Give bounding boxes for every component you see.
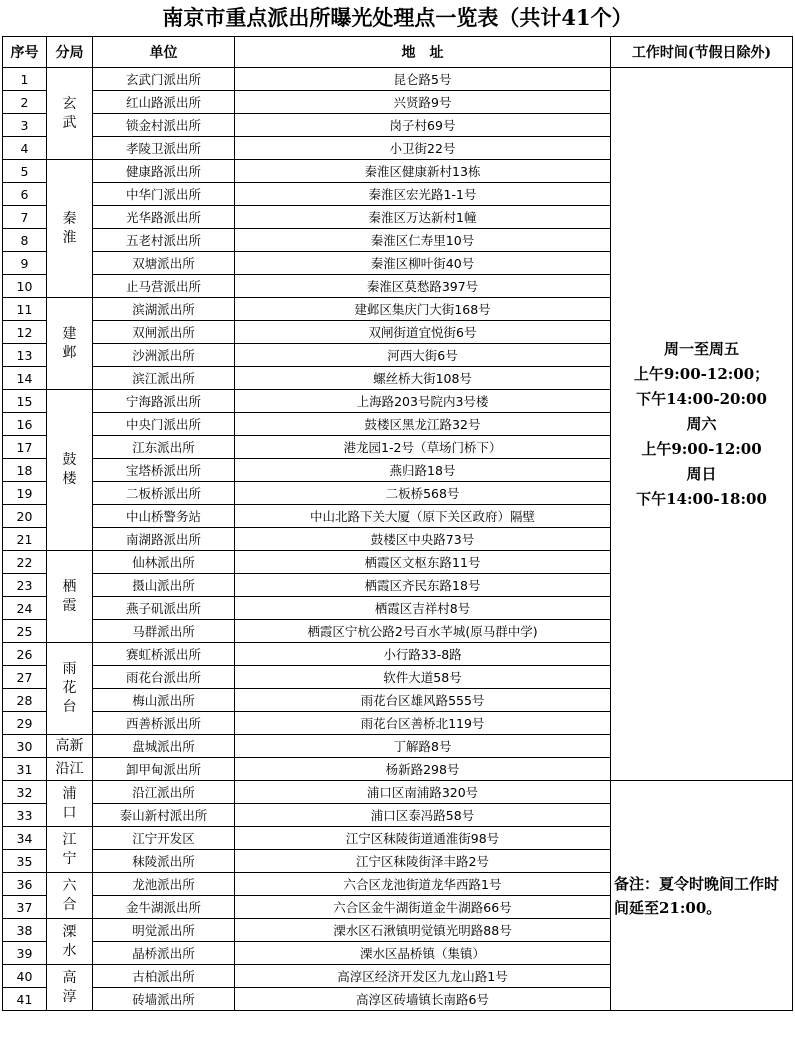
- working-hours-cell: [611, 68, 793, 781]
- row-address: 溧水区石湫镇明觉镇光明路88号: [235, 919, 611, 942]
- row-unit: 古柏派出所: [93, 965, 235, 988]
- row-seq: 16: [3, 413, 47, 436]
- row-seq: 28: [3, 689, 47, 712]
- row-seq: 1: [3, 68, 47, 91]
- district-char: 高新: [55, 737, 84, 754]
- row-address: 建邺区集庆门大街168号: [235, 298, 611, 321]
- row-seq: 33: [3, 804, 47, 827]
- district-char: 淳: [62, 988, 77, 1005]
- header-district: 分局: [47, 37, 93, 68]
- row-unit: 沙洲派出所: [93, 344, 235, 367]
- row-unit: 光华路派出所: [93, 206, 235, 229]
- district-cell: [47, 551, 93, 643]
- row-seq: 19: [3, 482, 47, 505]
- row-address: 江宁区秣陵街泽丰路2号: [235, 850, 611, 873]
- row-address: 小行路33-8路: [235, 643, 611, 666]
- row-address: 浦口区泰冯路58号: [235, 804, 611, 827]
- district-char: 高: [62, 969, 77, 986]
- row-address: 燕归路18号: [235, 459, 611, 482]
- row-seq: 20: [3, 505, 47, 528]
- row-unit: 孝陵卫派出所: [93, 137, 235, 160]
- row-seq: 9: [3, 252, 47, 275]
- row-unit: 雨花台派出所: [93, 666, 235, 689]
- hours-line: 下午14:00-18:00: [636, 489, 767, 508]
- row-address: 昆仑路5号: [235, 68, 611, 91]
- district-char: 合: [62, 896, 77, 913]
- row-address: 雨花台区善桥北119号: [235, 712, 611, 735]
- row-seq: 23: [3, 574, 47, 597]
- hours-line: 周日: [686, 464, 717, 483]
- row-unit: 赛虹桥派出所: [93, 643, 235, 666]
- district-cell: [47, 758, 93, 781]
- row-address: 秦淮区柳叶街40号: [235, 252, 611, 275]
- district-char: 霞: [62, 597, 77, 614]
- row-seq: 29: [3, 712, 47, 735]
- district-char: 江: [62, 831, 77, 848]
- district-char: 台: [62, 699, 77, 715]
- row-seq: 22: [3, 551, 47, 574]
- header-address: 地 址: [235, 37, 611, 68]
- district-char: 武: [62, 114, 77, 131]
- row-seq: 41: [3, 988, 47, 1011]
- district-cell: [47, 68, 93, 160]
- district-cell: [47, 965, 93, 1011]
- table-row: [3, 781, 793, 804]
- row-address: 高淳区砖墙镇长南路6号: [235, 988, 611, 1011]
- row-unit: 江宁开发区: [93, 827, 235, 850]
- district-cell: [47, 390, 93, 551]
- row-unit: 中华门派出所: [93, 183, 235, 206]
- row-address: 港龙园1-2号（草场门桥下）: [235, 436, 611, 459]
- table-row: [3, 68, 793, 91]
- row-unit: 梅山派出所: [93, 689, 235, 712]
- row-address: 高淳区经济开发区九龙山路1号: [235, 965, 611, 988]
- row-seq: 11: [3, 298, 47, 321]
- row-address: 雨花台区雄风路555号: [235, 689, 611, 712]
- row-address: 秦淮区宏光路1-1号: [235, 183, 611, 206]
- row-address: 六合区龙池街道龙华西路1号: [235, 873, 611, 896]
- row-address: 栖霞区文枢东路11号: [235, 551, 611, 574]
- row-seq: 2: [3, 91, 47, 114]
- row-address: 栖霞区宁杭公路2号百水芊城(原马群中学): [235, 620, 611, 643]
- row-unit: 宁海路派出所: [93, 390, 235, 413]
- row-address: 杨新路298号: [235, 758, 611, 781]
- row-seq: 17: [3, 436, 47, 459]
- row-unit: 玄武门派出所: [93, 68, 235, 91]
- row-unit: 双闸派出所: [93, 321, 235, 344]
- row-address: 鼓楼区中央路73号: [235, 528, 611, 551]
- row-seq: 40: [3, 965, 47, 988]
- row-unit: 秣陵派出所: [93, 850, 235, 873]
- row-unit: 砖墙派出所: [93, 988, 235, 1011]
- district-char: 栖: [62, 578, 77, 595]
- row-unit: 晶桥派出所: [93, 942, 235, 965]
- row-unit: 红山路派出所: [93, 91, 235, 114]
- row-unit: 燕子矶派出所: [93, 597, 235, 620]
- district-char: 六: [62, 877, 77, 894]
- row-unit: 龙池派出所: [93, 873, 235, 896]
- row-unit: 摄山派出所: [93, 574, 235, 597]
- row-unit: 滨江派出所: [93, 367, 235, 390]
- row-unit: 二板桥派出所: [93, 482, 235, 505]
- row-seq: 24: [3, 597, 47, 620]
- document-title: 南京市重点派出所曝光处理点一览表（共计41个）: [162, 5, 633, 30]
- row-seq: 6: [3, 183, 47, 206]
- row-seq: 27: [3, 666, 47, 689]
- district-char: 建: [62, 325, 77, 342]
- row-address: 栖霞区吉祥村8号: [235, 597, 611, 620]
- row-seq: 4: [3, 137, 47, 160]
- row-seq: 31: [3, 758, 47, 781]
- row-address: 二板桥568号: [235, 482, 611, 505]
- row-seq: 7: [3, 206, 47, 229]
- district-cell: [47, 298, 93, 390]
- hours-line: 上午9:00-12:00: [641, 439, 762, 458]
- row-address: 中山北路下关大厦（原下关区政府）隔壁: [235, 505, 611, 528]
- row-address: 螺丝桥大街108号: [235, 367, 611, 390]
- row-seq: 12: [3, 321, 47, 344]
- row-address: 丁解路8号: [235, 735, 611, 758]
- row-seq: 21: [3, 528, 47, 551]
- district-char: 秦: [62, 210, 77, 227]
- row-address: 江宁区秣陵街道通淮街98号: [235, 827, 611, 850]
- district-char: 淮: [62, 229, 77, 246]
- row-address: 岗子村69号: [235, 114, 611, 137]
- row-seq: 30: [3, 735, 47, 758]
- row-unit: 健康路派出所: [93, 160, 235, 183]
- row-seq: 34: [3, 827, 47, 850]
- row-seq: 10: [3, 275, 47, 298]
- hours-line: 下午14:00-20:00: [636, 389, 767, 408]
- row-seq: 15: [3, 390, 47, 413]
- row-seq: 13: [3, 344, 47, 367]
- row-address: 双闸街道宜悦街6号: [235, 321, 611, 344]
- row-address: 小卫街22号: [235, 137, 611, 160]
- row-seq: 36: [3, 873, 47, 896]
- district-char: 花: [62, 680, 77, 696]
- row-address: 浦口区南浦路320号: [235, 781, 611, 804]
- row-address: 秦淮区万达新村1幢: [235, 206, 611, 229]
- row-seq: 26: [3, 643, 47, 666]
- row-unit: 泰山新村派出所: [93, 804, 235, 827]
- row-address: 栖霞区齐民东路18号: [235, 574, 611, 597]
- row-unit: 江东派出所: [93, 436, 235, 459]
- row-address: 鼓楼区黑龙江路32号: [235, 413, 611, 436]
- row-address: 软件大道58号: [235, 666, 611, 689]
- row-unit: 止马营派出所: [93, 275, 235, 298]
- district-cell: [47, 827, 93, 873]
- district-char: 楼: [62, 471, 77, 487]
- note-cell: 备注：夏令时晚间工作时间延至21:00。: [611, 781, 793, 1011]
- header-seq: 序号: [3, 37, 47, 68]
- hours-line: 周六: [686, 414, 717, 433]
- row-seq: 37: [3, 896, 47, 919]
- row-address: 秦淮区健康新村13栋: [235, 160, 611, 183]
- row-address: 秦淮区仁寿里10号: [235, 229, 611, 252]
- row-seq: 5: [3, 160, 47, 183]
- district-char: 口: [62, 804, 77, 821]
- row-address: 上海路203号院内3号楼: [235, 390, 611, 413]
- hours-line: 周一至周五: [663, 339, 739, 358]
- header-hours: 工作时间(节假日除外): [611, 37, 793, 68]
- district-char: 溧: [62, 923, 77, 940]
- header-unit: 单位: [93, 37, 235, 68]
- row-seq: 25: [3, 620, 47, 643]
- district-char: 玄: [62, 95, 77, 112]
- district-char: 水: [62, 942, 77, 959]
- row-unit: 南湖路派出所: [93, 528, 235, 551]
- district-cell: [47, 919, 93, 965]
- row-seq: 32: [3, 781, 47, 804]
- row-seq: 35: [3, 850, 47, 873]
- district-char: 宁: [62, 850, 77, 867]
- row-unit: 滨湖派出所: [93, 298, 235, 321]
- district-cell: [47, 160, 93, 298]
- row-unit: 盘城派出所: [93, 735, 235, 758]
- row-address: 河西大街6号: [235, 344, 611, 367]
- row-seq: 3: [3, 114, 47, 137]
- row-unit: 五老村派出所: [93, 229, 235, 252]
- row-unit: 锁金村派出所: [93, 114, 235, 137]
- row-unit: 马群派出所: [93, 620, 235, 643]
- row-seq: 38: [3, 919, 47, 942]
- police-station-table: [2, 36, 793, 1011]
- table-body: [3, 68, 793, 1011]
- row-unit: 宝塔桥派出所: [93, 459, 235, 482]
- district-char: 沿江: [55, 760, 84, 777]
- row-unit: 金牛湖派出所: [93, 896, 235, 919]
- table-header-row: [3, 37, 793, 68]
- row-seq: 18: [3, 459, 47, 482]
- row-unit: 双塘派出所: [93, 252, 235, 275]
- hours-line: 上午9:00-12:00；: [633, 364, 770, 383]
- district-char: 浦: [62, 785, 77, 802]
- row-unit: 仙林派出所: [93, 551, 235, 574]
- row-unit: 明觉派出所: [93, 919, 235, 942]
- row-seq: 39: [3, 942, 47, 965]
- row-seq: 14: [3, 367, 47, 390]
- row-unit: 中山桥警务站: [93, 505, 235, 528]
- district-char: 鼓: [62, 452, 77, 468]
- row-unit: 中央门派出所: [93, 413, 235, 436]
- row-address: 兴贤路9号: [235, 91, 611, 114]
- row-address: 六合区金牛湖街道金牛湖路66号: [235, 896, 611, 919]
- district-cell: [47, 873, 93, 919]
- row-unit: 卸甲甸派出所: [93, 758, 235, 781]
- row-unit: 沿江派出所: [93, 781, 235, 804]
- row-unit: 西善桥派出所: [93, 712, 235, 735]
- district-char: 雨: [62, 661, 77, 677]
- row-address: 溧水区晶桥镇（集镇）: [235, 942, 611, 965]
- district-cell: [47, 735, 93, 758]
- district-cell: [47, 781, 93, 827]
- district-cell: [47, 643, 93, 735]
- row-address: 秦淮区莫愁路397号: [235, 275, 611, 298]
- row-seq: 8: [3, 229, 47, 252]
- district-char: 邺: [62, 344, 77, 361]
